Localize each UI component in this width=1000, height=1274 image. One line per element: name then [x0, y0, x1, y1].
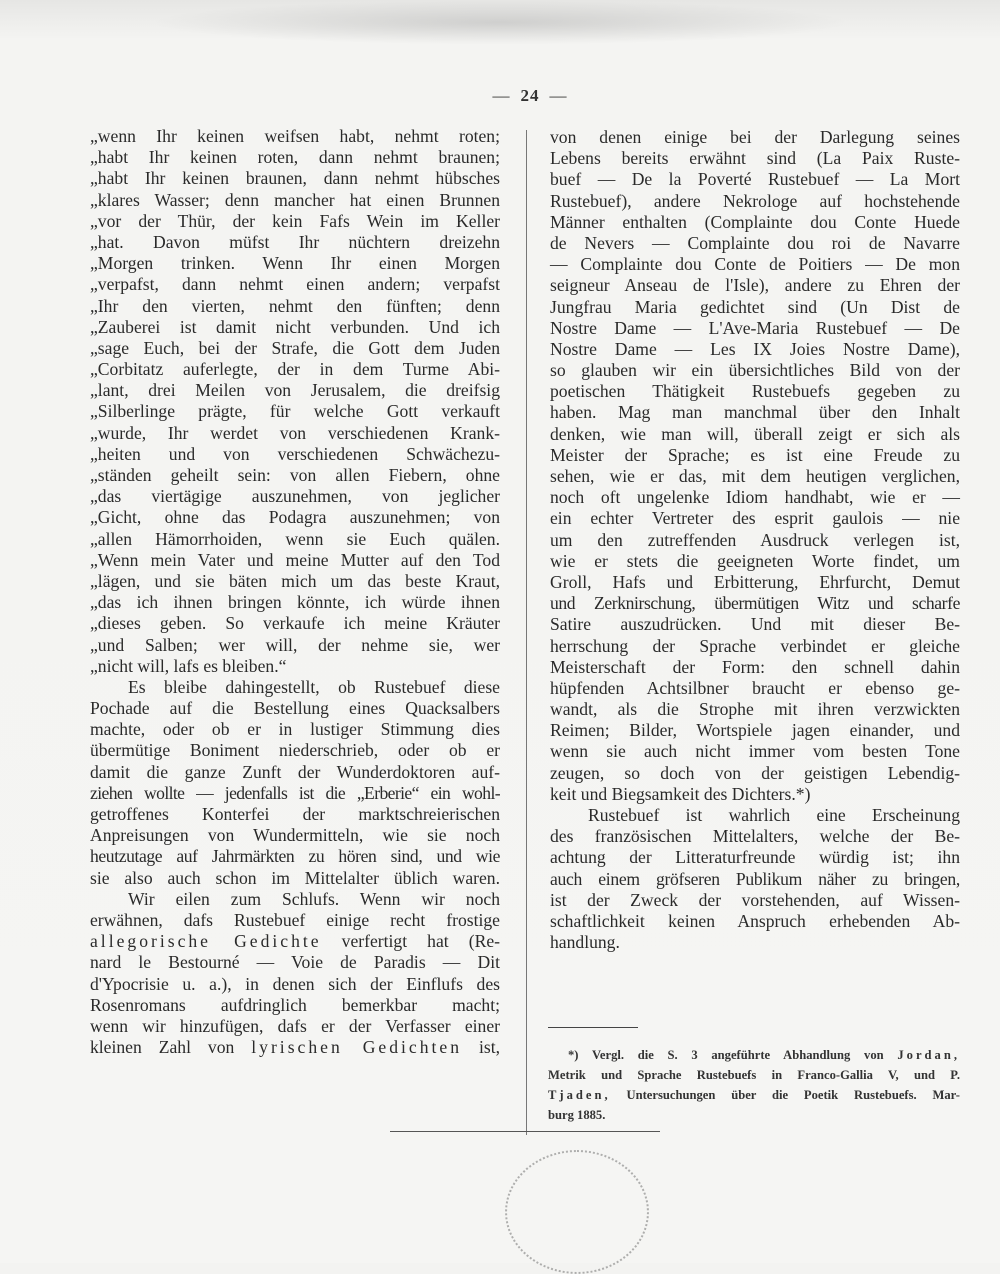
text-fragment: Untersuchungen über die Poetik Rustebuefs. Mar-	[626, 1088, 960, 1102]
text-fragment: kleinen Zahl von	[90, 1037, 235, 1058]
spaced-phrase: lyrischen Gedichten	[251, 1037, 463, 1058]
text-line: „wenn Ihr keinen weifsen habt, nehmt roten;	[90, 126, 500, 146]
text-line: Lebens bereits erwähnt sind (La Paix Ruste-	[550, 148, 960, 169]
paragraph-start-line: Wir eilen zum Schlufs. Wenn wir noch	[128, 888, 500, 909]
text-line: Reimen; Bilder, Wortspiele jagen einander, und	[550, 720, 960, 741]
text-line: schaftlichkeit keinen Anspruch erhebenden Ab-	[550, 910, 960, 931]
text-line: denken, wie man will, überall zeigt er sich als	[550, 423, 960, 444]
text-line: „habt Ihr keinen roten, dann nehmt braunen;	[90, 147, 500, 168]
text-line: „Ihr den vierten, nehmt den fünften; denn	[90, 295, 500, 316]
text-line: „Gicht, ohne das Podagra auszunehmen; von	[90, 507, 500, 528]
left-column	[90, 126, 500, 1058]
author-name: Jordan,	[897, 1048, 960, 1062]
text-line: Meister der Sprache; es ist eine Freude zu	[550, 444, 960, 465]
text-line: Männer enthalten (Complainte dou Conte Huede	[550, 211, 960, 232]
text-line: getroffenes Konterfei der marktschreierischen	[90, 804, 500, 824]
text-line: „sage Euch, bei der Strafe, die Gott dem Juden	[90, 337, 500, 358]
text-line: „allen Hämorrhoiden, wenn sie Euch quälen.	[90, 528, 500, 549]
text-line: de Nevers — Complainte dou roi de Navarre	[550, 232, 960, 253]
text-line: zeugen, so doch von der geistigen Lebendig-	[550, 762, 960, 783]
footnote-line: Metrik und Sprache Rustebuefs in Franco-Gallia V, und P.	[548, 1068, 960, 1082]
dash-left: —	[492, 86, 511, 105]
text-line: um den zutreffenden Ausdruck verlegen ist,	[550, 529, 960, 550]
footnote-line	[548, 1045, 960, 1065]
text-line	[90, 1037, 500, 1058]
footnote	[548, 1045, 960, 1125]
page-number-header	[480, 86, 580, 106]
footnote-rule	[548, 1027, 638, 1028]
text-line: wie er stets die geeigneten Worte findet, um	[550, 550, 960, 571]
dash-right: —	[549, 86, 568, 105]
footnote-line	[548, 1085, 960, 1105]
text-line: Groll, Hafs und Erbitterung, Ehrfurcht, Demut	[550, 571, 960, 592]
text-line: seigneur Anseau de l'Isle), andere zu Ehren der	[550, 275, 960, 296]
footnote-line: burg 1885.	[548, 1108, 606, 1122]
text-line: achtung der Litteraturfreunde würdig ist; ihn	[550, 847, 960, 868]
text-line: herrschung der Sprache verbindet er gleiche	[550, 635, 960, 656]
text-line: „das viertägige auszunehmen, von jeglicher	[90, 486, 500, 507]
text-line: so glauben wir ein übersichtliches Bild von der	[550, 360, 960, 381]
text-line: „und Salben; wer will, der nehme sie, wer	[90, 634, 500, 655]
text-line: „Morgen trinken. Wenn Ihr einen Morgen	[90, 253, 500, 274]
text-line: wenn wir hinzufügen, dafs er der Verfasser einer	[90, 1015, 500, 1036]
text-line: Anpreisungen von Wundermitteln, wie sie noch	[90, 825, 500, 846]
text-line: ist der Zweck der vorstehenden, auf Wissen-	[550, 889, 960, 910]
text-fragment: verfertigt hat (Re-	[341, 931, 500, 952]
text-line: „nicht will, lafs es bleiben.“	[90, 655, 287, 676]
text-line: „lant, drei Meilen von Jerusalem, die dreifsig	[90, 380, 500, 401]
text-line: noch oft ungelenke Idiom handhabt, wie er —	[550, 487, 960, 508]
text-fragment: ist,	[478, 1037, 500, 1058]
text-line: damit die ganze Zunft der Wunderdoktoren auf-	[90, 761, 500, 782]
text-line: Nostre Dame — Les IX Joies Nostre Dame),	[550, 338, 960, 359]
text-fragment: *) Vergl. die S. 3 angeführte Abhandlung von	[568, 1048, 884, 1062]
text-line: übermütige Boniment niederschrieb, oder ob er	[90, 740, 500, 761]
text-line: d'Ypocrisie u. a.), in denen sich der Einflufs des	[90, 973, 500, 994]
bottom-rule	[390, 1131, 660, 1132]
text-line: „ständen geheilt sein: von allen Fiebern, ohne	[90, 465, 500, 485]
text-line: „Corbitatz auferlegte, der in dem Turme Abi-	[90, 359, 500, 380]
right-column	[550, 127, 960, 953]
text-line: ein echter Vertreter des esprit gaulois — nie	[550, 508, 960, 529]
text-line: „Zauberei ist damit nicht verbunden. Und ich	[90, 316, 500, 337]
text-line: poetischen Thätigkeit Rustebuefs gegeben zu	[550, 381, 960, 402]
text-line: buef — De la Poverté Rustebuef — La Mort	[550, 169, 960, 190]
text-line: „Wenn mein Vater und meine Mutter auf den Tod	[90, 549, 500, 570]
column-divider	[526, 130, 527, 1135]
text-line: „verpafst, dann nehmt einen andern; verpafst	[90, 274, 500, 295]
text-line: sie also auch schon im Mittelalter üblich waren.	[90, 867, 500, 888]
text-line: heutzutage auf Jahrmärkten zu hören sind, und wie	[90, 846, 500, 867]
text-line: auch einem gröfseren Publikum näher zu bringen,	[550, 868, 960, 889]
text-line: Rustebuef), andere Nekrologe auf hochstehende	[550, 190, 960, 211]
text-line: Nostre Dame — L'Ave-Maria Rustebuef — De	[550, 317, 960, 338]
text-line: „vor der Thür, der kein Fafs Wein im Keller	[90, 210, 500, 231]
text-line: „hat. Davon müfst Ihr nüchtern dreizehn	[90, 231, 500, 252]
text-line: von denen einige bei der Darlegung seines	[550, 127, 960, 147]
text-line: „klares Wasser; denn mancher hat einen Brunnen	[90, 189, 500, 210]
text-line: Pochade auf die Bestellung eines Quacksalbers	[90, 698, 500, 719]
library-stamp	[505, 1150, 649, 1274]
text-line: „dieses geben. So verkaufe ich meine Kräuter	[90, 613, 500, 634]
text-line	[90, 931, 500, 952]
text-line: sehen, wie er das, mit dem heutigen verglichen,	[550, 466, 960, 486]
paragraph-start-line: Es bleibe dahingestellt, ob Rustebuef diese	[128, 676, 500, 697]
paragraph-start-line: Rustebuef ist wahrlich eine Erscheinung	[588, 805, 960, 825]
text-line: machte, oder ob er in lustiger Stimmung dies	[90, 719, 500, 740]
text-line: Meisterschaft der Form: den schnell dahin	[550, 656, 960, 677]
text-line: — Complainte dou Conte de Poitiers — De mon	[550, 254, 960, 275]
text-line: nard le Bestourné — Voie de Paradis — Dit	[90, 952, 500, 973]
author-name: Tjaden,	[548, 1088, 611, 1102]
text-line: „heiten und von verschiedenen Schwächezu-	[90, 443, 500, 464]
text-line: wenn sie auch nicht immer vom besten Tone	[550, 741, 960, 762]
text-line: „das ich ihnen bringen könnte, ich würde ihnen	[90, 592, 500, 613]
text-line: Jungfrau Maria gedichtet sind (Un Dist de	[550, 296, 960, 317]
text-line: keit und Biegsamkeit des Dichters.*)	[550, 783, 811, 804]
text-line: hüpfenden Achtsilbner braucht er ebenso ge-	[550, 677, 960, 698]
text-line: „Silberlinge prägte, für welche Gott verkauft	[90, 401, 500, 422]
text-line: Rosenromans aufdringlich bemerkbar macht;	[90, 994, 500, 1015]
text-line: „lägen, und sie bäten mich um das beste Kraut,	[90, 570, 500, 591]
text-line: „wurde, Ihr werdet von verschiedenen Krank-	[90, 422, 500, 443]
text-line: und Zerknirschung, übermütigen Witz und scharfe	[550, 593, 960, 614]
text-line: Satire auszudrücken. Und mit dieser Be-	[550, 614, 960, 635]
text-line: des französischen Mittelalters, welche der Be-	[550, 826, 960, 847]
spaced-phrase: allegorische Gedichte	[90, 931, 322, 952]
text-line: wandt, als die Strophe mit ihren verzwickten	[550, 699, 960, 720]
text-line: handlung.	[550, 932, 620, 953]
text-line: „habt Ihr keinen braunen, dann nehmt hübsches	[90, 168, 500, 189]
text-line: erwähnen, dafs Rustebuef einige recht frostige	[90, 909, 500, 930]
text-line: haben. Mag man manchmal über den Inhalt	[550, 402, 960, 423]
scan-smudge	[150, 0, 850, 45]
text-line: ziehen wollte — jedenfalls ist die „Erberie“ ein wohl-	[90, 782, 500, 803]
page-number: 24	[520, 86, 540, 105]
